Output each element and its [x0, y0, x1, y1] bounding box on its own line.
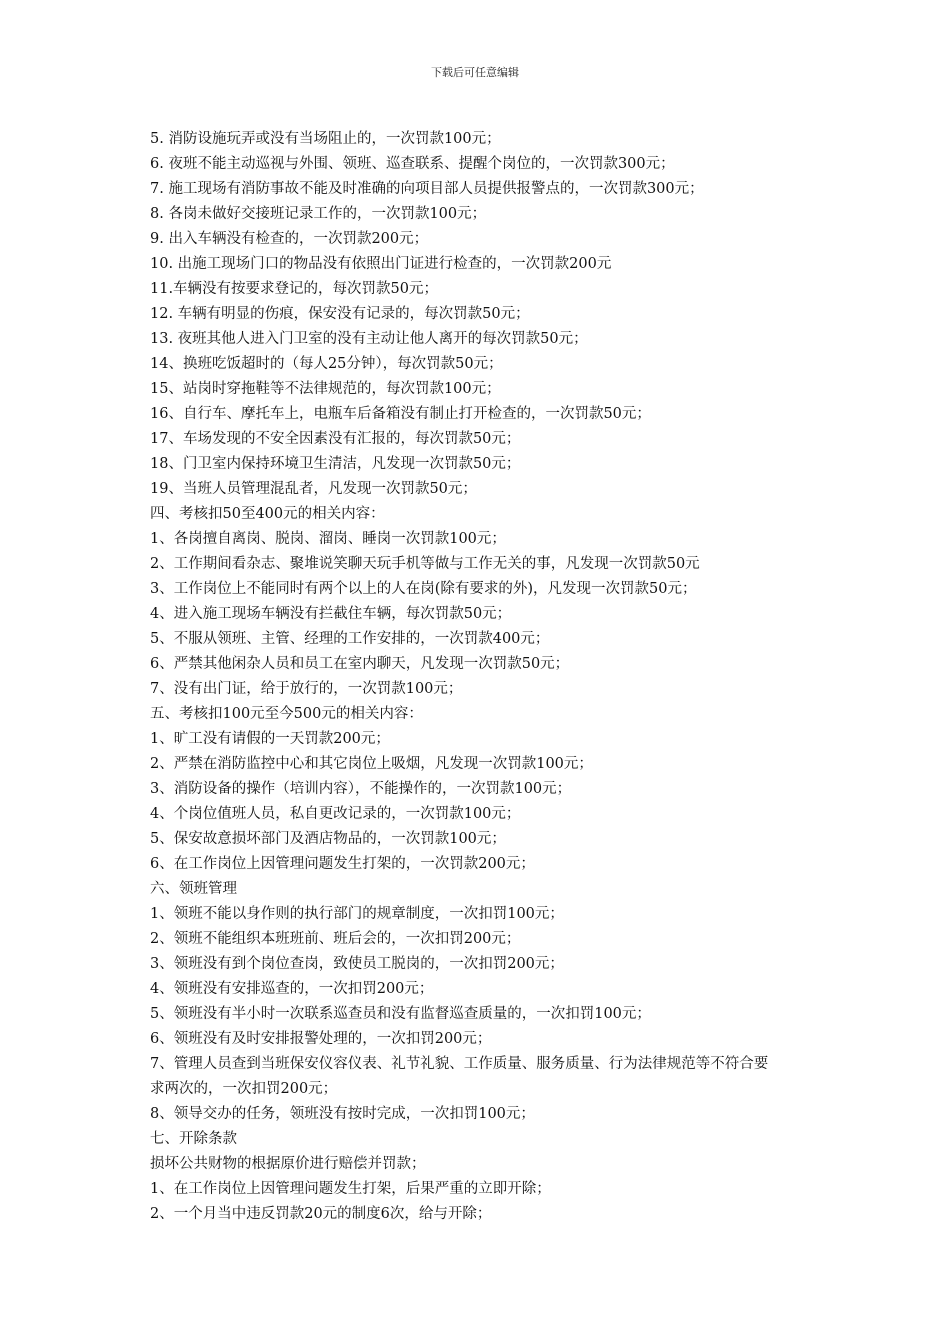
text-line: 4、进入施工现场车辆没有拦截住车辆，每次罚款50元； — [150, 606, 512, 622]
text-line: 1、领班不能以身作则的执行部门的规章制度，一次扣罚100元； — [150, 906, 564, 922]
text-line: 7、没有出门证，给于放行的，一次罚款100元； — [150, 681, 463, 697]
text-line: 1、在工作岗位上因管理问题发生打架，后果严重的立即开除； — [150, 1181, 551, 1197]
text-line: 6. 夜班不能主动巡视与外围、领班、巡查联系、提醒个岗位的，一次罚款300元； — [150, 156, 675, 172]
text-line: 2、严禁在消防监控中心和其它岗位上吸烟，凡发现一次罚款100元； — [150, 756, 593, 772]
text-line: 6、严禁其他闲杂人员和员工在室内聊天，凡发现一次罚款50元； — [150, 656, 570, 672]
text-line: 7、管理人员查到当班保安仪容仪表、礼节礼貌、工作质量、服务质量、行为法律规范等不符合要 — [150, 1056, 769, 1072]
text-line: 8. 各岗未做好交接班记录工作的，一次罚款100元； — [150, 206, 487, 222]
text-line: 3、消防设备的操作（培训内容），不能操作的，一次罚款100元； — [150, 781, 572, 797]
text-line: 3、工作岗位上不能同时有两个以上的人在岗(除有要求的外)，凡发现一次罚款50元； — [150, 581, 697, 597]
text-line: 四、考核扣50至400元的相关内容： — [150, 506, 385, 522]
text-line: 8、领导交办的任务，领班没有按时完成，一次扣罚100元； — [150, 1106, 535, 1122]
text-line: 18、门卫室内保持环境卫生清洁，凡发现一次罚款50元； — [150, 456, 521, 472]
text-line: 1、旷工没有请假的一天罚款200元； — [150, 731, 390, 747]
page-header: 下载后可任意编辑 — [431, 66, 519, 79]
text-line: 损坏公共财物的根据原价进行赔偿并罚款； — [150, 1156, 426, 1172]
text-line: 5、不服从领班、主管、经理的工作安排的，一次罚款400元； — [150, 631, 550, 647]
text-line: 4、个岗位值班人员，私自更改记录的，一次罚款100元； — [150, 806, 521, 822]
text-line: 2、工作期间看杂志、聚堆说笑聊天玩手机等做与工作无关的事，凡发现一次罚款50元 — [150, 556, 700, 572]
text-line: 2、一个月当中违反罚款20元的制度6次，给与开除； — [150, 1206, 492, 1222]
text-line: 5、保安故意损坏部门及酒店物品的，一次罚款100元； — [150, 831, 506, 847]
text-line: 14、换班吃饭超时的（每人25分钟），每次罚款50元； — [150, 356, 503, 372]
text-line: 11.车辆没有按要求登记的，每次罚款50元； — [150, 281, 439, 297]
text-line: 10. 出施工现场门口的物品没有依照出门证进行检查的，一次罚款200元 — [150, 256, 612, 272]
document-body — [150, 127, 910, 1227]
text-line: 1、各岗擅自离岗、脱岗、溜岗、睡岗一次罚款100元； — [150, 531, 506, 547]
text-line: 5、领班没有半小时一次联系巡查员和没有监督巡查质量的，一次扣罚100元； — [150, 1006, 651, 1022]
text-line: 6、在工作岗位上因管理问题发生打架的，一次罚款200元； — [150, 856, 535, 872]
text-line: 15、站岗时穿拖鞋等不法律规范的，每次罚款100元； — [150, 381, 501, 397]
text-line: 16、自行车、摩托车上，电瓶车后备箱没有制止打开检查的，一次罚款50元； — [150, 406, 651, 422]
text-line: 17、车场发现的不安全因素没有汇报的，每次罚款50元； — [150, 431, 521, 447]
text-line: 12. 车辆有明显的伤痕，保安没有记录的，每次罚款50元； — [150, 306, 530, 322]
text-line: 2、领班不能组织本班班前、班后会的，一次扣罚200元； — [150, 931, 521, 947]
text-line: 4、领班没有安排巡查的，一次扣罚200元； — [150, 981, 434, 997]
text-line: 六、领班管理 — [150, 881, 237, 897]
text-line: 7. 施工现场有消防事故不能及时准确的向项目部人员提供报警点的，一次罚款300元； — [150, 181, 704, 197]
text-line: 19、当班人员管理混乱者，凡发现一次罚款50元； — [150, 481, 477, 497]
text-line: 9. 出入车辆没有检查的，一次罚款200元； — [150, 231, 429, 247]
text-line: 求两次的，一次扣罚200元； — [150, 1081, 338, 1097]
text-line: 五、考核扣100元至今500元的相关内容： — [150, 706, 423, 722]
text-line: 3、领班没有到个岗位查岗，致使员工脱岗的，一次扣罚200元； — [150, 956, 564, 972]
text-line: 5. 消防设施玩弄或没有当场阻止的，一次罚款100元； — [150, 131, 501, 147]
text-line: 13. 夜班其他人进入门卫室的没有主动让他人离开的每次罚款50元； — [150, 331, 588, 347]
text-line: 七、开除条款 — [150, 1131, 237, 1147]
text-line: 6、领班没有及时安排报警处理的，一次扣罚200元； — [150, 1031, 492, 1047]
